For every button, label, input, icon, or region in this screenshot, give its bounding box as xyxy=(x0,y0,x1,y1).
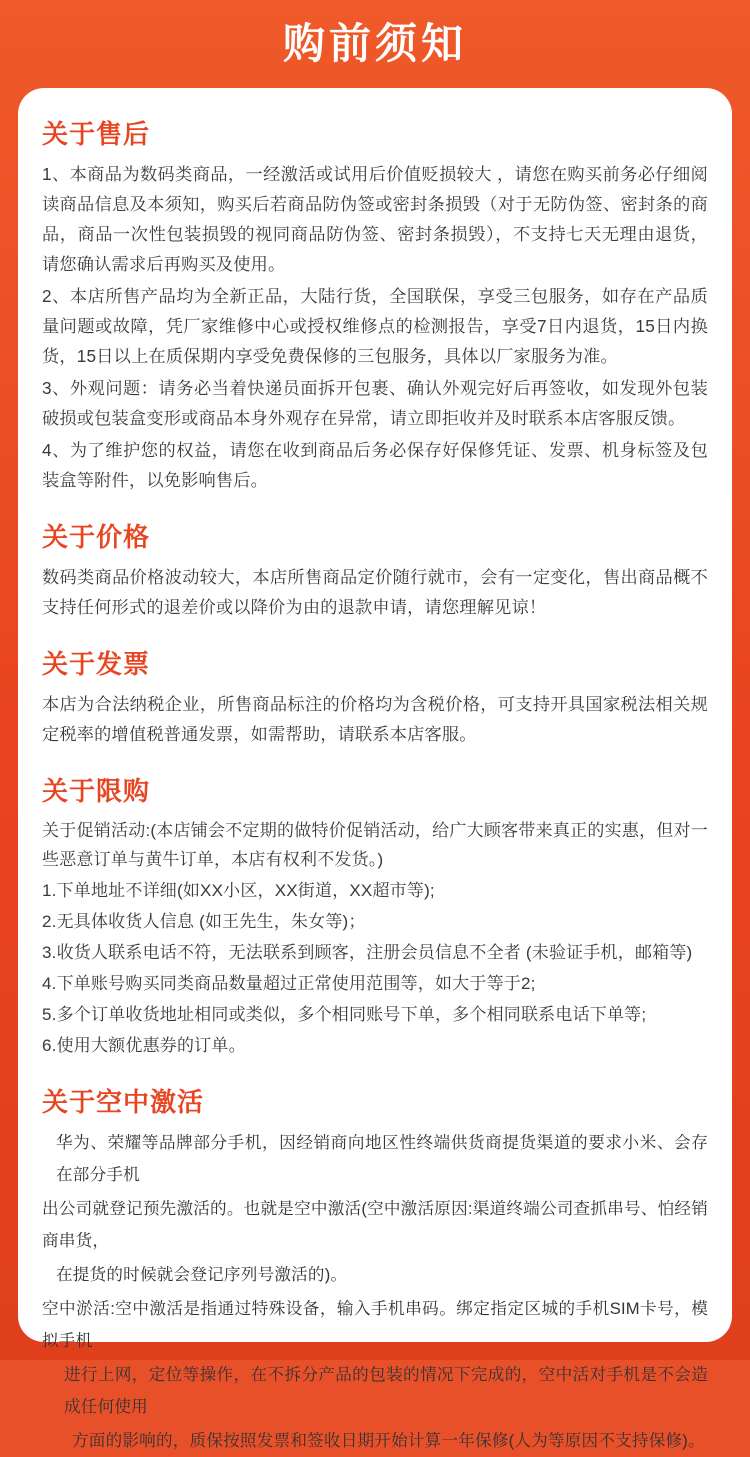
page-title: 购前须知 xyxy=(282,20,467,67)
section-title-after-sales: 关于售后 xyxy=(42,119,151,149)
purchase-limit-item-3: 3.收货人联系电话不符，无法联系到顾客，注册会员信息不全者 (未验证手机，邮箱等) xyxy=(42,943,693,962)
purchase-limit-item-2: 2.无具体收货人信息 (如王先生，朱女等)； xyxy=(42,912,366,931)
content-card xyxy=(18,88,732,1450)
section-title-invoice: 关于发票 xyxy=(42,649,151,679)
after-sales-paragraph-2: 2、本店所售产品均为全新正品，大陆行货，全国联保，享受三包服务，如存在产品质量问题或故障，凭厂家维修中心或授权维修点的检测报告，享受7日内退货，15日内换货，15日以上在质保期内享受免费保修的三包服务，具体以厂家服务为准。 xyxy=(42,286,708,366)
air-activation-line-3: 在提货的时候就会登记序列号激活的)。 xyxy=(56,1265,348,1284)
divider-spacer-2 xyxy=(42,628,708,634)
price-paragraph-1: 数码类商品价格波动较大，本店所售商品定价随行就市，会有一定变化，售出商品概不支持任何形式的退差价或以降价为由的退款申请，请您理解见谅！ xyxy=(42,567,708,617)
purchase-limit-item-6: 6.使用大额优惠券的订单。 xyxy=(42,1036,246,1055)
divider-spacer-3 xyxy=(42,755,708,761)
section-air-activation xyxy=(42,1082,708,1457)
invoice-paragraph-1: 本店为合法纳税企业，所售商品标注的价格均为含税价格，可支持开具国家税法相关规定税率的增值税普通发票，如需帮助，请联系本店客服。 xyxy=(42,694,708,744)
air-activation-line-1: 华为、荣耀等品牌部分手机，因经销商向地区性终端供货商提货渠道的要求小米、会存在部分手机 xyxy=(56,1133,708,1184)
air-activation-line-5: 进行上网，定位等操作，在不拆分产品的包装的情况下完成的，空中活对手机是不会造成任何使用 xyxy=(64,1365,708,1416)
air-activation-line-4: 空中淤活:空中激活是指通过特殊设备，输入手机串码。绑定指定区城的手机SIM卡号，模拟手机 xyxy=(42,1299,708,1350)
section-title-price: 关于价格 xyxy=(42,522,151,552)
after-sales-paragraph-3: 3、外观问题：请务必当着快递员面拆开包裹、确认外观完好后再签收，如发现外包装破损或包装盒变形或商品本身外观存在异常，请立即拒收并及时联系本店客服反馈。 xyxy=(42,378,708,428)
divider-spacer-1 xyxy=(42,501,708,507)
divider-spacer-4 xyxy=(42,1066,708,1072)
air-activation-line-6: 方面的影响的，质保按照发票和签收日期开始计算一年保修(人为等原因不支持保修)。 xyxy=(72,1431,705,1450)
air-activation-line-2: 出公司就登记预先激活的。也就是空中激活(空中激活原因:渠道终端公司查抓串号、怕经销商串货， xyxy=(42,1199,708,1250)
purchase-limit-item-1: 1.下单地址不详细(如XX小区，XX街道，XX超市等); xyxy=(42,881,435,900)
after-sales-paragraph-4: 4、为了维护您的权益，请您在收到商品后务必保存好保修凭证、发票、机身标签及包装盒等附件，以免影响售后。 xyxy=(42,440,708,490)
section-invoice xyxy=(42,644,708,749)
purchase-limit-intro: 关于促销活动:(本店铺会不定期的做特价促销活动，给广大顾客带来真正的实惠，但对一些恶意订单与黄牛订单，本店有权利不发货。) xyxy=(42,821,708,869)
section-title-purchase-limit: 关于限购 xyxy=(42,776,151,806)
after-sales-paragraph-1: 1、本商品为数码类商品，一经激活或试用后价值贬损较大 ，请您在购买前务必仔细阅读商品信息及本须知，购买后若商品防伪签或密封条损毁（对于无防伪签、密封条的商品，商品一次性包装损毁的视同商品防伪签、密封条损毁），不支持七天无理由退货，请您确认需求后再购买及使用。 xyxy=(42,164,708,274)
section-after-sales xyxy=(42,114,708,495)
section-price xyxy=(42,517,708,622)
section-title-air-activation: 关于空中激活 xyxy=(42,1087,205,1117)
section-purchase-limit xyxy=(42,771,708,1060)
purchase-limit-item-5: 5.多个订单收货地址相同或类似，多个相同账号下单，多个相同联系电话下单等; xyxy=(42,1005,647,1024)
page-header xyxy=(0,0,750,88)
purchase-limit-item-4: 4.下单账号购买同类商品数量超过正常使用范围等，如大于等于2; xyxy=(42,974,536,993)
